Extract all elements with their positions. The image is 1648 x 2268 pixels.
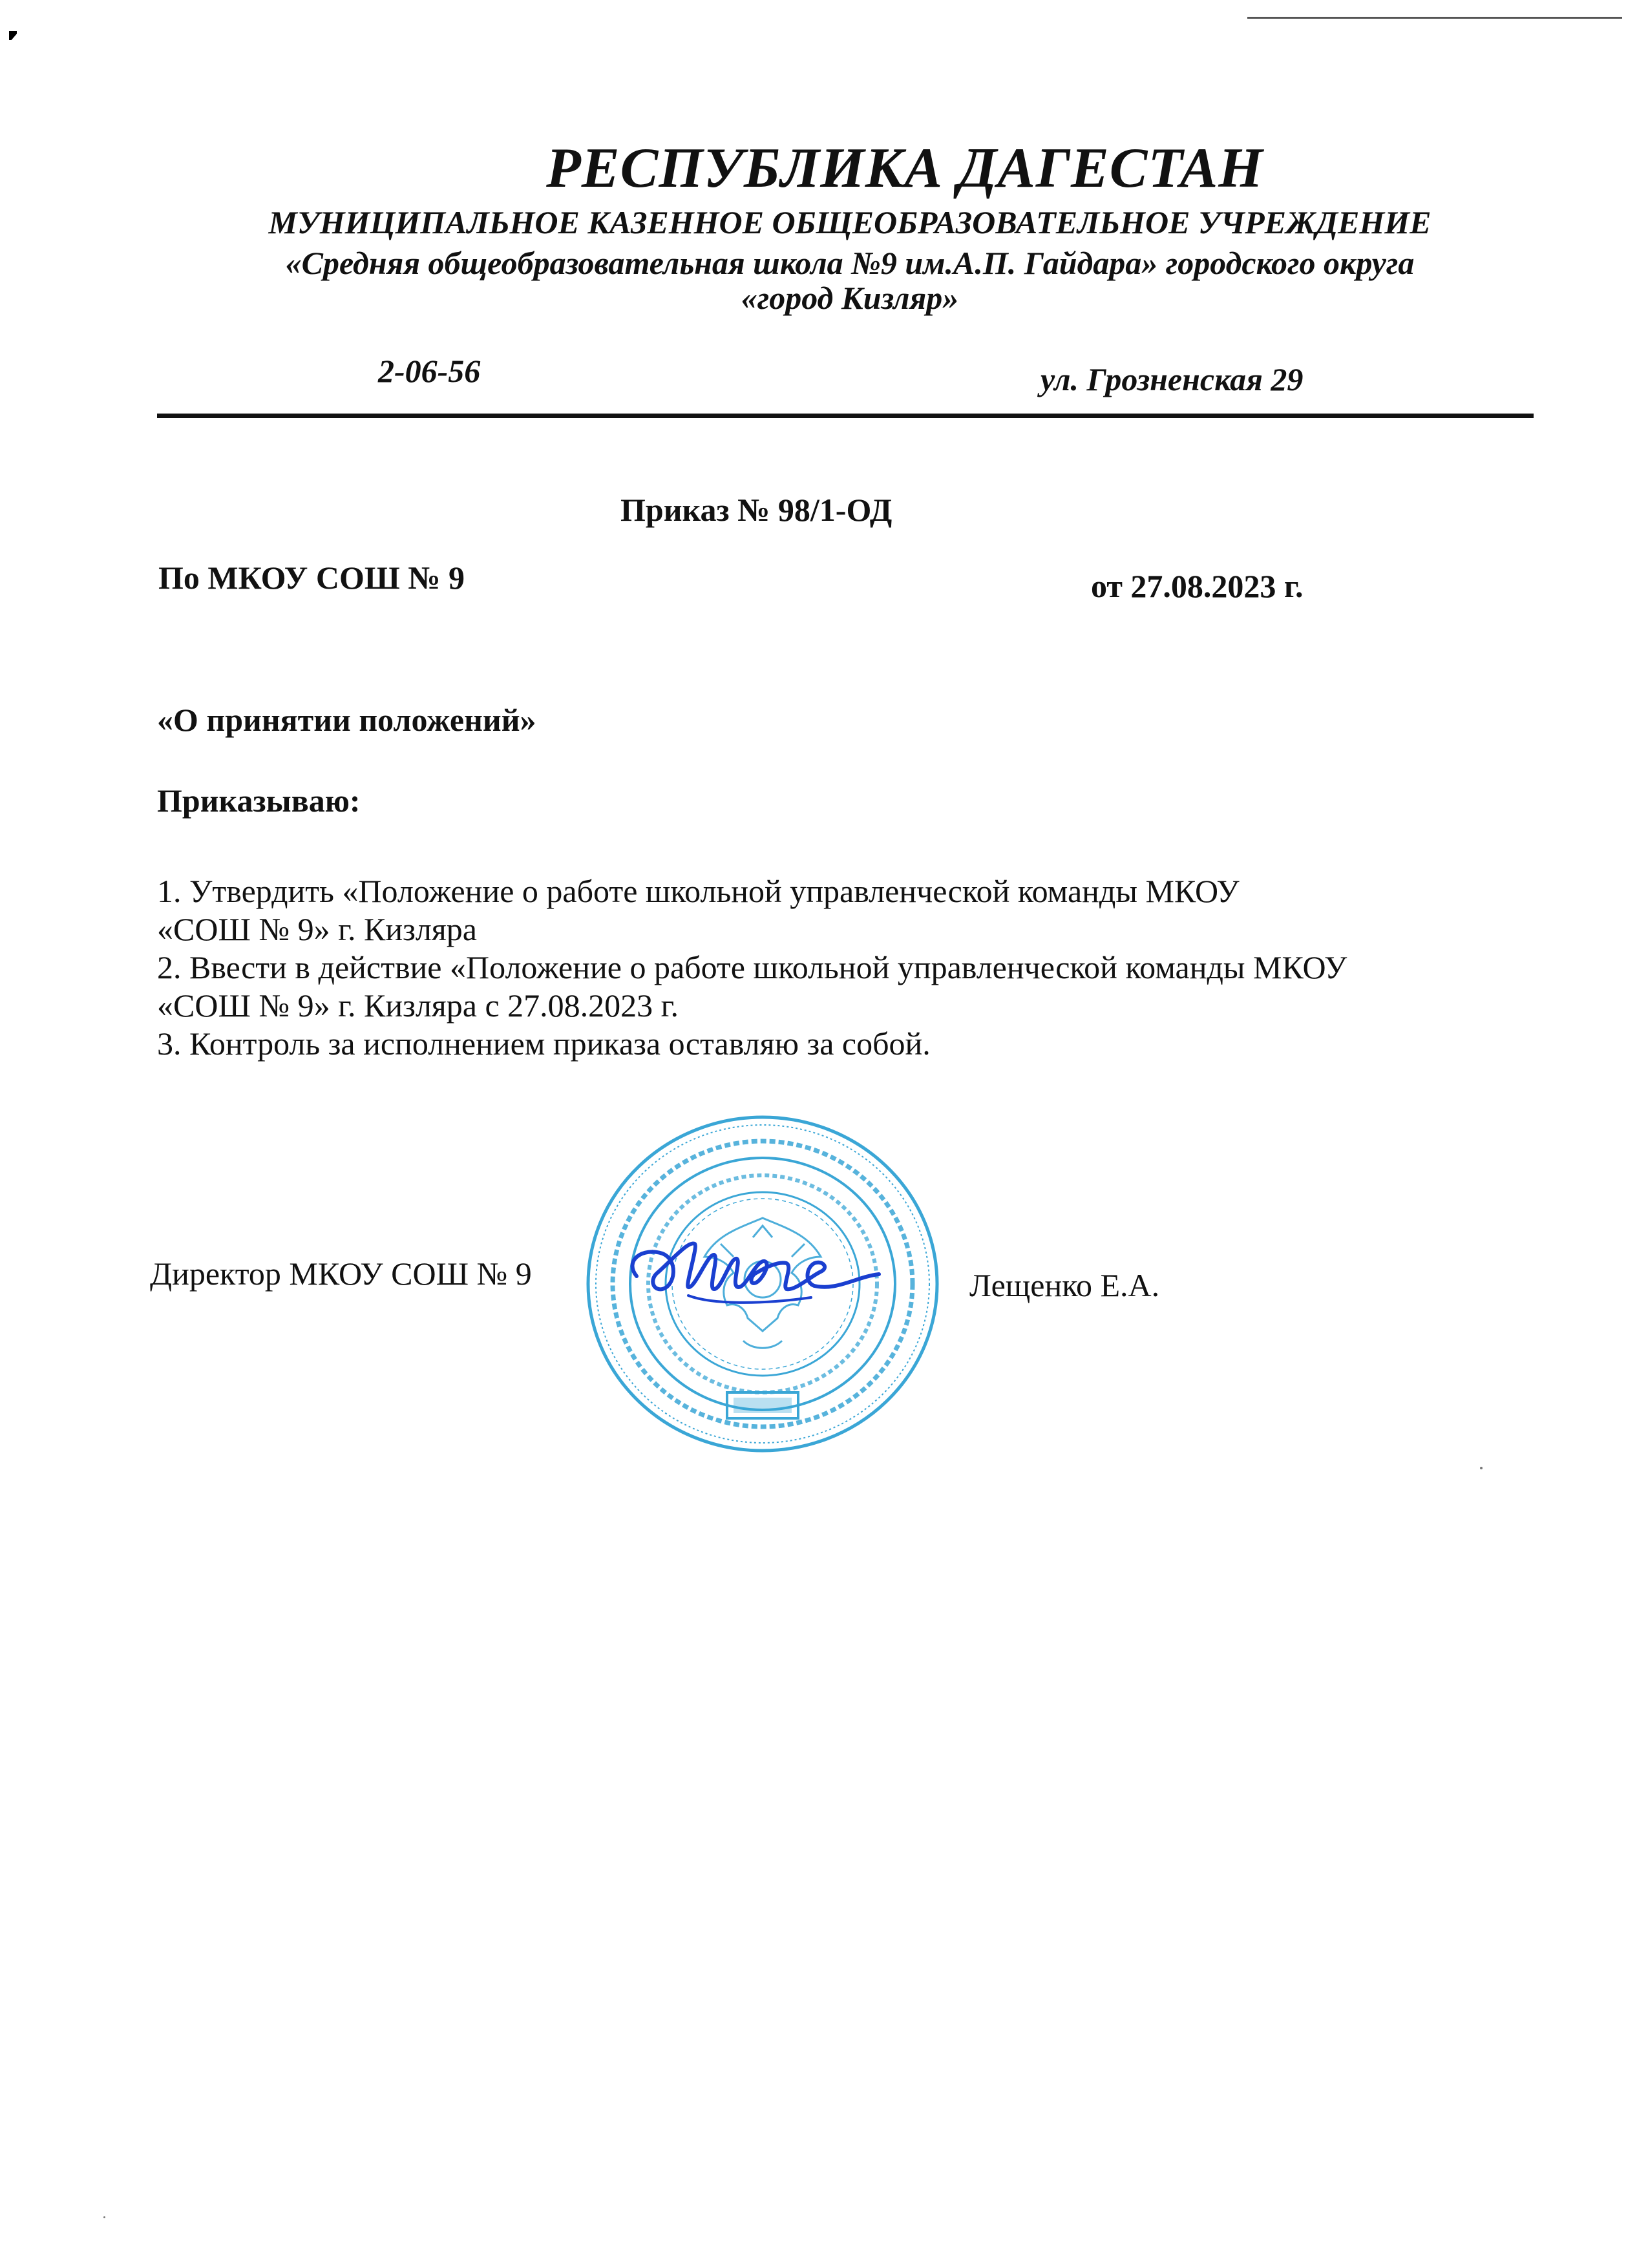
order-decree: Приказываю: (157, 782, 361, 819)
scan-speck (1480, 1467, 1483, 1469)
signatory-name: Лещенко Е.А. (969, 1267, 1160, 1303)
scan-corner-mark (9, 31, 17, 40)
order-organization: По МКОУ СОШ № 9 (158, 560, 465, 596)
header-phone: 2-06-56 (378, 353, 481, 389)
order-item-line: 1. Утвердить «Положение о работе школьной управленческой команды МКОУ (157, 873, 1240, 909)
handwritten-signature (617, 1215, 889, 1325)
signatory-title: Директор МКОУ СОШ № 9 (150, 1255, 532, 1292)
order-item-line: «СОШ № 9» г. Кизляра с 27.08.2023 г. (157, 987, 679, 1024)
header-city: «город Кизляр» (741, 280, 959, 316)
order-date: от 27.08.2023 г. (1091, 568, 1304, 604)
scan-edge-line (1247, 17, 1622, 19)
order-number: Приказ № 98/1-ОД (620, 492, 893, 528)
header-republic: РЕСПУБЛИКА ДАГЕСТАН (546, 137, 1263, 200)
header-address: ул. Грозненская 29 (1041, 361, 1304, 397)
header-organization: МУНИЦИПАЛЬНОЕ КАЗЕННОЕ ОБЩЕОБРАЗОВАТЕЛЬНОЕ УЧРЕЖДЕНИЕ (268, 204, 1431, 240)
order-item-line: 2. Ввести в действие «Положение о работе школьной управленческой команды МКОУ (157, 949, 1347, 985)
order-subject: «О принятии положений» (157, 702, 536, 738)
header-school-name: «Средняя общеобразовательная школа №9 им.А.П. Гайдара» городского округа (285, 245, 1415, 281)
order-item-line: «СОШ № 9» г. Кизляра (157, 911, 477, 947)
header-divider (157, 414, 1534, 418)
scan-speck (103, 2216, 105, 2218)
order-item-line: 3. Контроль за исполнением приказа оставляю за собой. (157, 1025, 931, 1062)
order-items (157, 872, 1450, 1063)
